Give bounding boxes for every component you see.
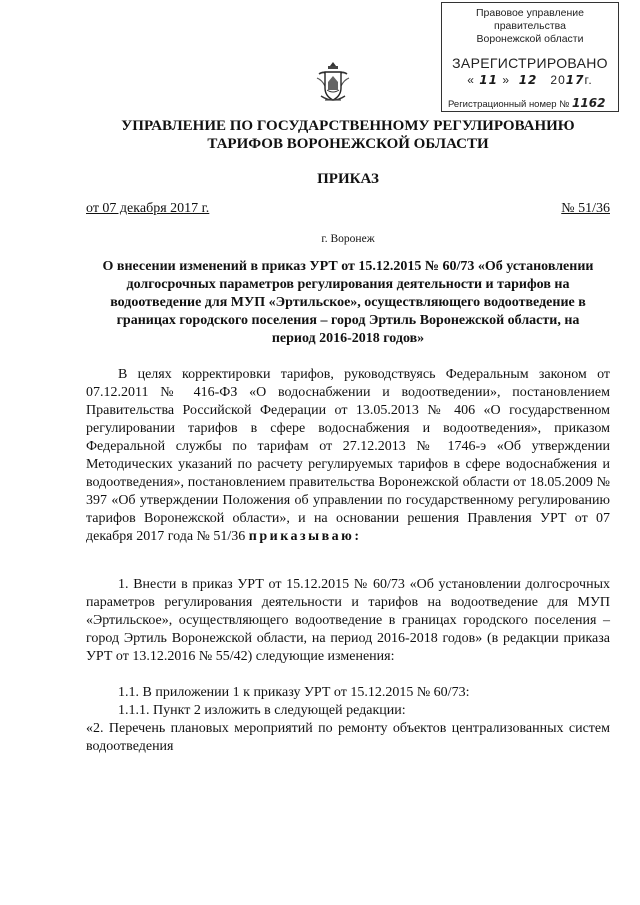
stamp-date-day: 11 [479,73,498,87]
stamp-date: « 11 » 12 2017г. [467,73,593,87]
item-1: 1. Внести в приказ УРТ от 15.12.2015 № 60/73 «Об установлении долгосрочных параметров регулирования деятельности и тарифов на водоотведение для МУП «Эртильское», осуществляющего водоотведение в границах городского поселения – город Эртиль Воронежской области, на период 2016-2018 годов» (в редакции приказа УРТ от 13.12.2016 № 55/42) следующие изменения: [86,577,610,664]
stamp-org-line1: Правовое управление правительства [475,7,584,32]
authority-line1: УПРАВЛЕНИЕ ПО ГОСУДАРСТВЕННОМУ РЕГУЛИРОВАНИЮ [121,118,575,134]
stamp-number-label: Регистрационный номер № [448,99,570,110]
coat-of-arms-icon [315,60,351,106]
stamp-org-line2: Воронежской области [476,33,584,45]
item-1-1-1: 1.1.1. Пункт 2 изложить в следующей редакции: [118,703,406,718]
order-date: от 07 декабря 2017 г. [86,201,210,216]
item-1-1: 1.1. В приложении 1 к приказу УРТ от 15.12.2015 № 60/73: [118,685,470,700]
preamble-text: В целях корректировки тарифов, руководствуясь Федеральным законом от 07.12.2011 № 416-ФЗ «О водоснабжении и водоотведении», постановлением Правительства Российской Федерации от 13.05.2013 № 406 «О государственном регулировании тарифов в сфере водоснабжения и водоотведения», приказом Федеральной службы по тарифам от 27.12.2013 № 1746-э «Об утверждении Методических указаний по расчету регулируемых тарифов в сфере водоснабжения и водоотведения», постановлением правительства Воронежской области от 18.05.2009 № 397 «Об утверждении Положения об управлении по государственному регулированию тарифов Воронежской области», и на основании решения Правления УРТ от 07 декабря 2017 года № 51/36 [86,367,610,544]
stamp-number [448,96,605,110]
preamble [86,366,610,546]
city: г. Воронеж [321,233,375,245]
preamble-keyword: приказываю: [248,529,362,544]
stamp-date-month: 12 [518,73,538,87]
order-subject: О внесении изменений в приказ УРТ от 15.12.2015 № 60/73 «Об установлении долгосрочных параметров регулирования деятельности и тарифов на водоотведение для МУП «Эртильское», осуществляющего водоотведение в границах городского поселения – город Эртиль Воронежской области, на период 2016-2018 годов» [102,259,594,346]
order-number: № 51/36 [561,201,610,216]
document-type: ПРИКАЗ [317,171,379,187]
stamp-date-suffix: г. [584,73,593,87]
authority-line2: ТАРИФОВ ВОРОНЕЖСКОЙ ОБЛАСТИ [207,136,489,152]
stamp-number-value: 1162 [572,96,606,110]
registration-stamp [441,2,619,112]
issuing-authority [86,117,610,153]
item-2-quote: «2. Перечень плановых мероприятий по ремонту объектов централизованных систем водоотведения [86,721,610,754]
date-number-line [86,201,610,219]
stamp-date-year-prefix: 20 [550,73,566,87]
stamp-registered: ЗАРЕГИСТРИРОВАНО [452,55,608,71]
stamp-date-year: 17 [565,73,585,87]
